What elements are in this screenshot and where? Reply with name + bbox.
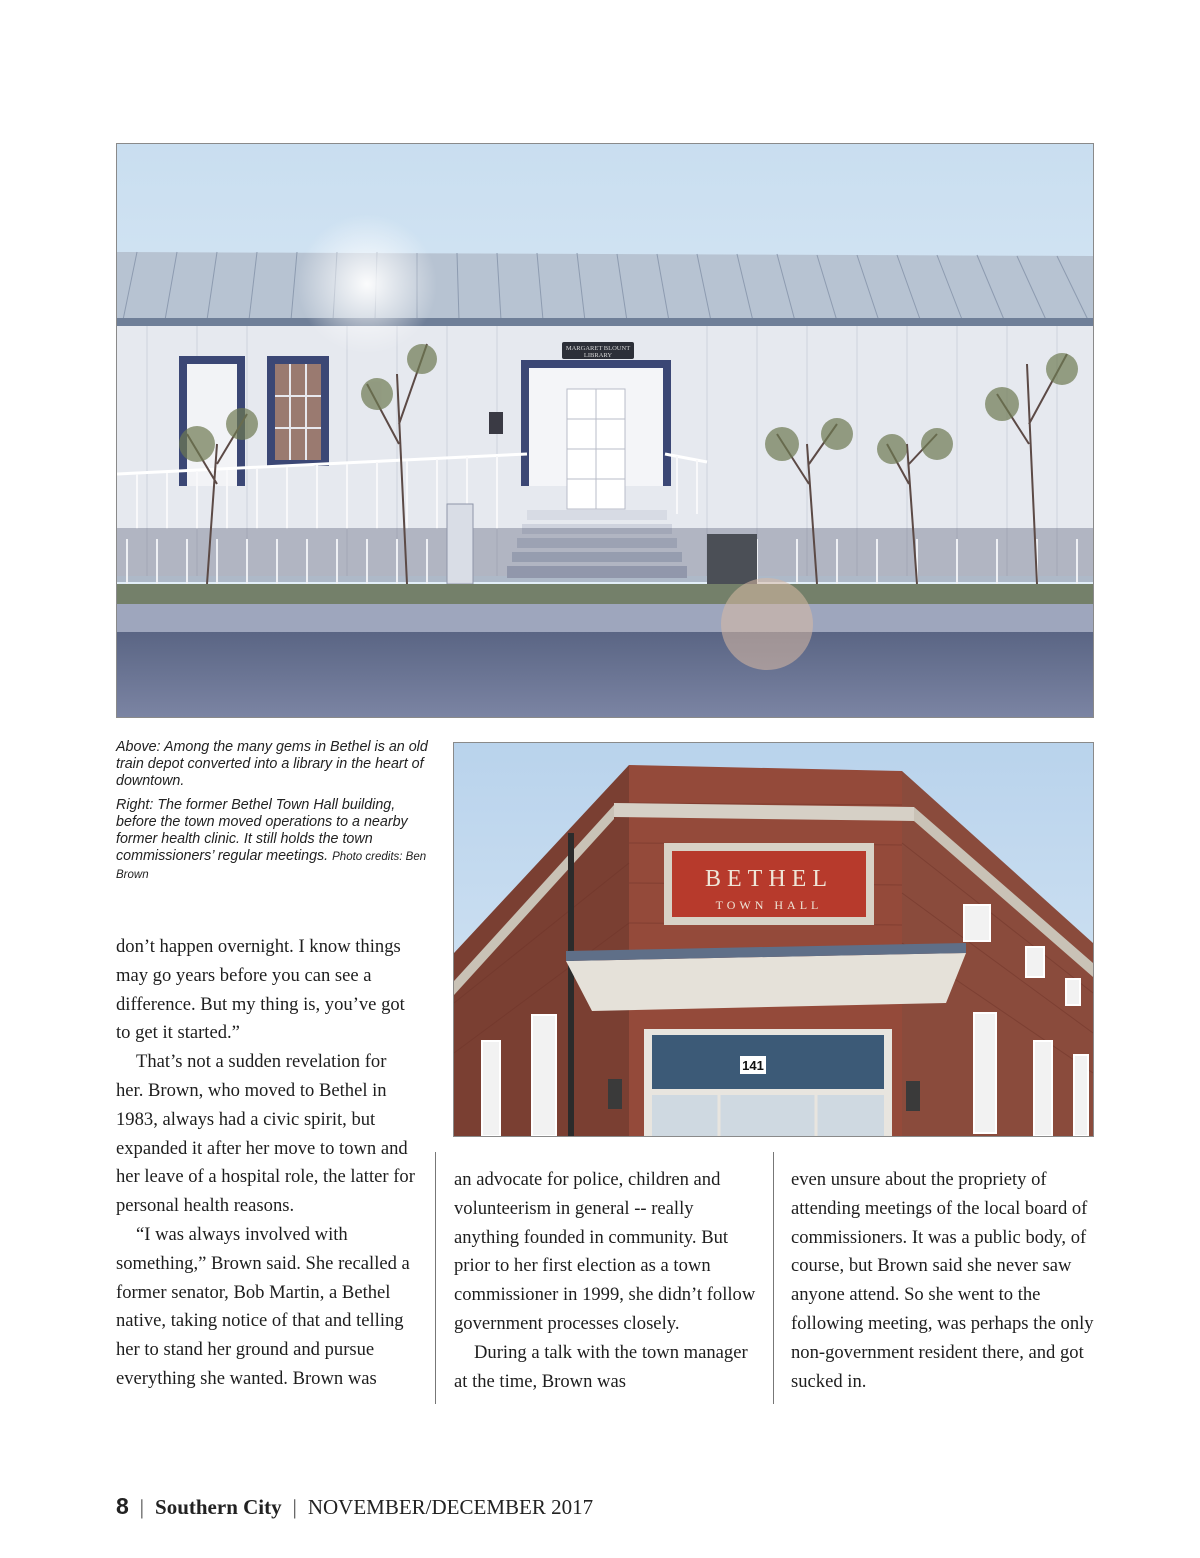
photo-caption — [116, 739, 431, 891]
column-divider — [773, 1152, 774, 1404]
page-footer — [116, 1493, 593, 1520]
issue-date: NOVEMBER/DECEMBER 2017 — [307, 1495, 594, 1519]
library-depot-image — [117, 144, 1093, 717]
caption-right-text: Right: The former Bethel Town Hall building, before the town moved operations to a nearby former health clinic. It still holds the town commissioners’ regular meetings. — [116, 797, 408, 864]
page-number: 8 — [116, 1493, 129, 1519]
library-sign-line-1: MARGARET BLOUNT — [565, 345, 631, 352]
article-paragraph: That’s not a sudden revelation for her. Brown, who moved to Bethel in 1983, always had a civic spirit, but expanded it after her move to town and her leave of a hospital role, the latter for personal health reasons. — [116, 1051, 415, 1217]
article-paragraph: During a talk with the town manager at the time, Brown was — [454, 1341, 748, 1392]
article-column-3 — [791, 1166, 1096, 1396]
library-depot-photo — [116, 143, 1094, 718]
article-paragraph: even unsure about the propriety of attending meetings of the local board of commissioners. It was a public body, of course, but Brown said she never saw anyone attend. So she went to the following meeting, was perhaps the only non-government resident there, and got sucked in. — [791, 1169, 1094, 1392]
library-sign-line-2: LIBRARY — [583, 352, 613, 359]
footer-separator: | — [139, 1495, 145, 1519]
town-hall-sign-main: BETHEL — [705, 866, 833, 892]
footer-separator: | — [292, 1495, 297, 1519]
article-paragraph: “I was always involved with something,” Brown said. She recalled a former senator, Bob Martin, a Bethel native, taking notice of that and telling her to stand her ground and pursue everything she wanted. Brown was — [116, 1223, 410, 1389]
caption-right — [116, 797, 431, 884]
town-hall-photo — [453, 742, 1094, 1137]
photo-credit: Photo credits: Ben Brown — [116, 851, 427, 881]
column-divider — [435, 1152, 436, 1404]
article-column-2 — [454, 1166, 759, 1396]
town-hall-address: 141 — [742, 1058, 764, 1073]
article-paragraph: an advocate for police, children and volunteerism in general -- really anything founded in community. But prior to her first election as a town commissioner in 1999, she didn’t follow government processes closely. — [454, 1169, 756, 1334]
article-paragraph: don’t happen overnight. I know things may go years before you can see a difference. But my thing is, you’ve got to get it started.” — [116, 936, 405, 1044]
town-hall-image — [454, 743, 1093, 1136]
article-column-1 — [116, 933, 416, 1394]
town-hall-sign-sub: TOWN HALL — [715, 898, 823, 912]
magazine-name: Southern City — [155, 1495, 282, 1519]
caption-above: Above: Among the many gems in Bethel is an old train depot converted into a library in the heart of downtown. — [116, 739, 428, 789]
